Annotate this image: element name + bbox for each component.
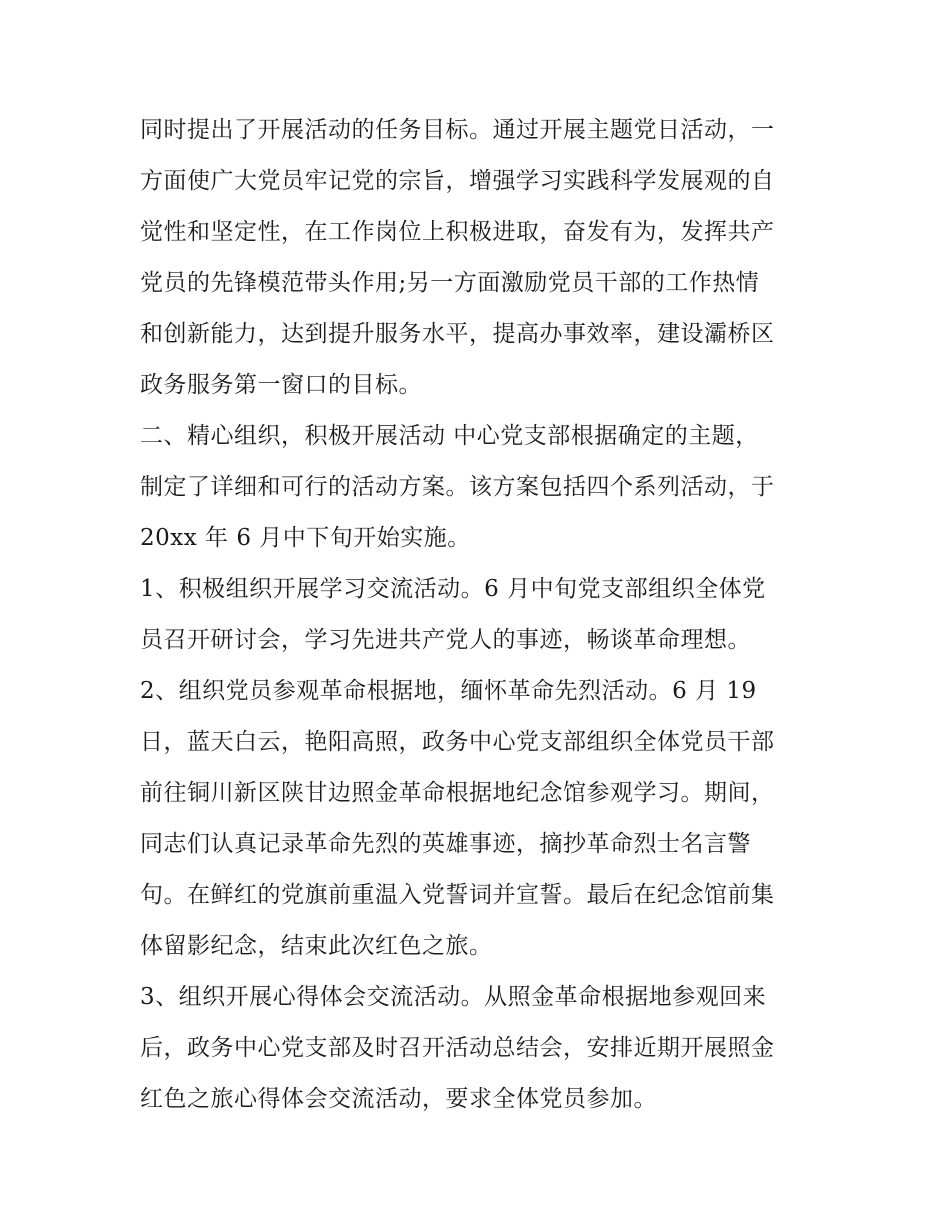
text-line: 政务服务第一窗口的目标。 — [140, 372, 422, 398]
paragraph-item-2 — [140, 666, 820, 972]
section-heading-line: 二、精心组织，积极开展活动 中心党支部根据确定的主题， — [140, 423, 759, 449]
paragraph-goals — [140, 105, 820, 411]
text-line: 20xx 年 6 月中下旬开始实施。 — [140, 525, 471, 551]
text-line: 觉性和坚定性，在工作岗位上积极进取，奋发有为，发挥共产 — [140, 219, 775, 245]
text-line: 同志们认真记录革命先烈的英雄事迹，摘抄革命烈士名言警 — [140, 831, 751, 857]
list-item-line: 2、组织党员参观革命根据地，缅怀革命先烈活动。6 月 19 — [140, 678, 757, 704]
text-line: 制定了详细和可行的活动方案。该方案包括四个系列活动，于 — [140, 474, 775, 500]
document-body — [140, 105, 820, 1125]
text-line: 方面使广大党员牢记党的宗旨，增强学习实践科学发展观的自 — [140, 168, 775, 194]
list-item-line: 1、积极组织开展学习交流活动。6 月中旬党支部组织全体党 — [140, 576, 766, 602]
paragraph-item-3 — [140, 972, 820, 1125]
text-line: 前往铜川新区陕甘边照金革命根据地纪念馆参观学习。期间， — [140, 780, 775, 806]
text-line: 体留影纪念，结束此次红色之旅。 — [140, 933, 493, 959]
paragraph-section-two — [140, 411, 820, 564]
text-line: 员召开研讨会，学习先进共产党人的事迹，畅谈革命理想。 — [140, 627, 751, 653]
text-line: 同时提出了开展活动的任务目标。通过开展主题党日活动，一 — [140, 117, 775, 143]
text-line: 红色之旅心得体会交流活动，要求全体党员参加。 — [140, 1086, 657, 1112]
text-line: 后，政务中心党支部及时召开活动总结会，安排近期开展照金 — [140, 1035, 775, 1061]
text-line: 句。在鲜红的党旗前重温入党誓词并宣誓。最后在纪念馆前集 — [140, 882, 775, 908]
text-line: 和创新能力，达到提升服务水平，提高办事效率，建设灞桥区 — [140, 321, 775, 347]
text-line: 日，蓝天白云，艳阳高照，政务中心党支部组织全体党员干部 — [140, 729, 775, 755]
paragraph-item-1 — [140, 564, 820, 666]
list-item-line: 3、组织开展心得体会交流活动。从照金革命根据地参观回来 — [140, 984, 767, 1010]
text-line: 党员的先锋模范带头作用;另一方面激励党员干部的工作热情 — [140, 270, 760, 296]
